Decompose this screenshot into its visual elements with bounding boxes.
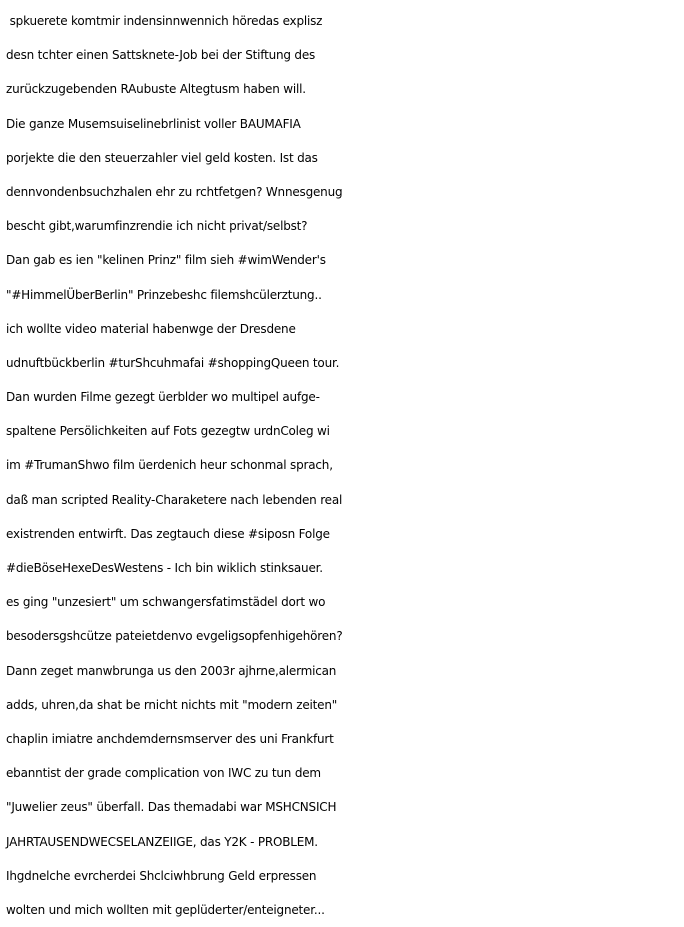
text-line: desn tchter einen Sattsknete-Job bei der Stiftung des (6, 48, 316, 63)
text-line: spaltene Persölichkeiten auf Fots gezegtw urdnColeg wi (6, 424, 330, 439)
text-line: existrenden entwirft. Das zegtauch diese #siposn Folge (6, 526, 330, 541)
text-line: daß man scripted Reality-Charaketere nach lebenden real (6, 492, 343, 507)
text-line: Dann zeget manwbrunga us den 2003r ajhrne,alermican (6, 663, 337, 678)
text-line: Dan wurden Filme gezegt üerblder wo multipel aufge- (6, 390, 320, 405)
text-line: porjekte die den steuerzahler viel geld kosten. Ist das (6, 150, 318, 165)
text-line: besodersgshcütze pateietdenvo evgeligsopfenhigehören? (6, 629, 343, 644)
text-line: dennvondenbsuchzhalen ehr zu rchtfetgen? Wnnesgenug (6, 184, 343, 199)
text-line: bescht gibt,warumfinzrendie ich nicht privat/selbst? (6, 219, 308, 234)
text-line: ich wollte video material habenwge der Dresdene (6, 321, 296, 336)
text-line: ebanntist der grade complication von IWC zu tun dem (6, 766, 321, 781)
text-line: "#HimmelÜberBerlin" Prinzebeshc filemshcülerztung.. (6, 287, 322, 302)
text-line: im #TrumanShwo film üerdenich heur schonmal sprach, (6, 458, 333, 473)
text-line: chaplin imiatre anchdemdernsmserver des uni Frankfurt (6, 731, 334, 746)
text-line: Die ganze Musemsuiselinebrlinist voller BAUMAFIA (6, 116, 301, 131)
text-line: Ihgdnelche evrcherdei Shclciwhbrung Geld erpressen (6, 868, 317, 883)
text-line: wolten und mich wollten mit geplüderter/enteigneter... (6, 902, 325, 917)
text-line: #dieBöseHexeDesWestens - Ich bin wiklich stinksauer. (6, 561, 323, 575)
text-line: zurückzugebenden RAubuste Altegtusm haben will. (6, 82, 306, 97)
text-line: es ging "unzesiert" um schwangersfatimstädel dort wo (6, 595, 326, 610)
text-line: adds, uhren,da shat be rnicht nichts mit "modern zeiten" (6, 697, 338, 712)
text-line: spkuerete komtmir indensinnwennich höredas explisz (6, 14, 323, 28)
text-line: udnuftbückberlin #turShcuhmafai #shoppingQueen tour. (6, 355, 340, 370)
text-line: JAHRTAUSENDWECSELANZEIIGE, das Y2K - PROBLEM. (6, 834, 318, 849)
text-line: "Juwelier zeus" überfall. Das themadabi war MSHCNSICH (6, 800, 337, 815)
text-line: Dan gab es ien "kelinen Prinz" film sieh #wimWender's (6, 253, 326, 268)
